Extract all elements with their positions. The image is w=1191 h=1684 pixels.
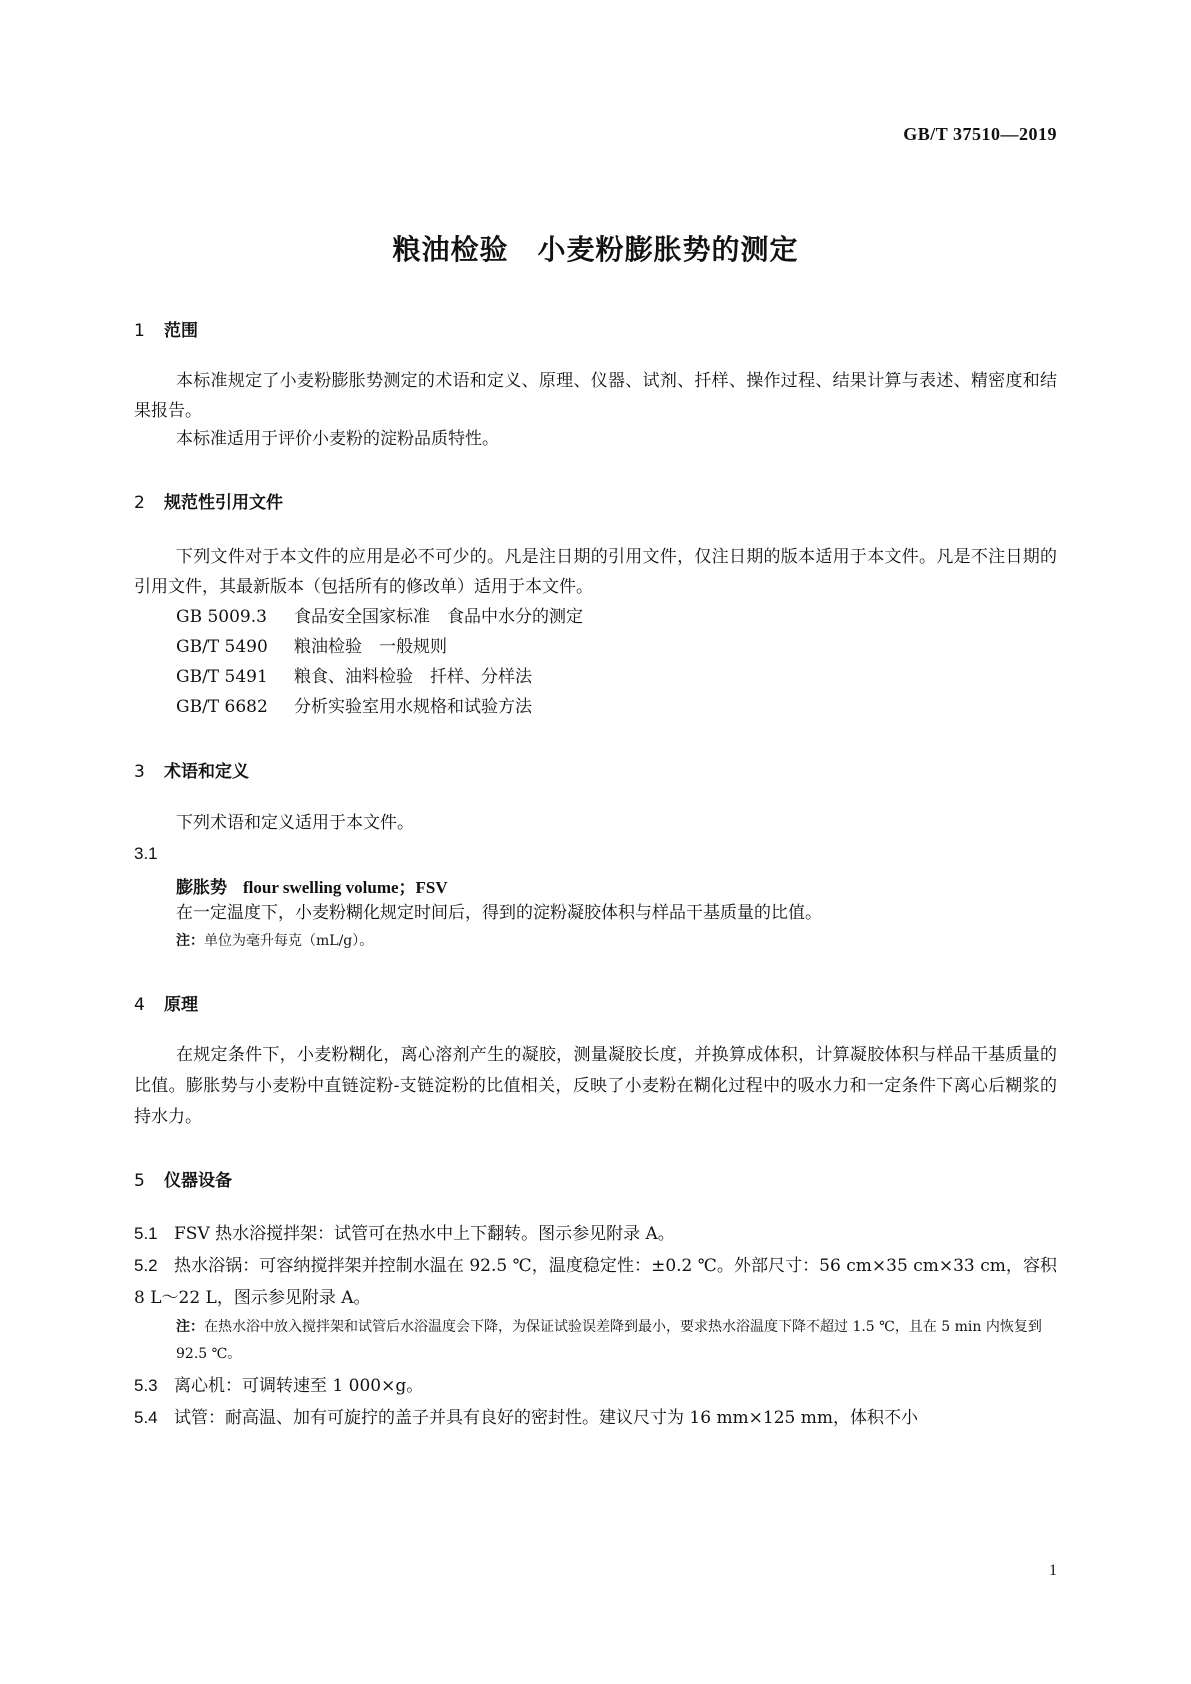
reference-code: GB/T 5490 xyxy=(176,637,268,657)
section-heading-5 xyxy=(134,1166,232,1191)
note-label: 注： xyxy=(176,1319,204,1335)
clause-5-2 xyxy=(134,1250,1057,1314)
paragraph: 本标准规定了小麦粉膨胀势测定的术语和定义、原理、仪器、试剂、扦样、操作过程、结果计算与表述、精密度和结果报告。 xyxy=(134,371,1057,421)
term-en: flour swelling volume；FSV xyxy=(243,878,448,897)
clause-5-4 xyxy=(134,1402,1057,1434)
clause-text: 试管：耐高温、加有可旋拧的盖子并具有良好的密封性。建议尺寸为 16 mm×125 mm，体积不小 xyxy=(174,1408,919,1428)
paragraph: 下列术语和定义适用于本文件。 xyxy=(176,813,414,833)
section-heading-3 xyxy=(134,757,249,782)
section-number: 1 xyxy=(134,321,145,341)
clause-text: 热水浴锅：可容纳搅拌架并控制水温在 92.5 ℃，温度稳定性：±0.2 ℃。外部尺寸：56 cm×35 cm×33 cm，容积 8 L～22 L，图示参见附录 A。 xyxy=(134,1256,1057,1308)
section-title: 规范性引用文件 xyxy=(164,493,283,513)
paragraph: 下列文件对于本文件的应用是必不可少的。凡是注日期的引用文件，仅注日期的版本适用于本文件。凡是不注日期的引用文件，其最新版本（包括所有的修改单）适用于本文件。 xyxy=(134,547,1057,597)
paragraph: 在规定条件下，小麦粉糊化，离心溶剂产生的凝胶，测量凝胶长度，并换算成体积，计算凝胶体积与样品干基质量的比值。膨胀势与小麦粉中直链淀粉-支链淀粉的比值相关，反映了小麦粉在糊化过程中的吸水力和一定条件下离心后糊浆的持水力。 xyxy=(134,1045,1057,1127)
term-zh: 膨胀势 xyxy=(176,878,227,898)
section-number: 2 xyxy=(134,493,145,513)
reference-item xyxy=(176,602,583,632)
clause-text: FSV 热水浴搅拌架：试管可在热水中上下翻转。图示参见附录 A。 xyxy=(174,1224,675,1244)
reference-title: 分析实验室用水规格和试验方法 xyxy=(294,697,532,717)
section-title: 仪器设备 xyxy=(164,1171,232,1191)
reference-item xyxy=(176,692,532,722)
note-text: 单位为毫升每克（mL/g）。 xyxy=(204,933,374,949)
section-heading-2 xyxy=(134,488,283,513)
clause-text: 离心机：可调转速至 1 000×g。 xyxy=(174,1376,424,1396)
reference-title: 粮油检验 一般规则 xyxy=(294,637,447,657)
note-label: 注： xyxy=(176,933,204,949)
section-number: 4 xyxy=(134,995,145,1015)
clause-number: 5.2 xyxy=(134,1256,158,1275)
paragraph: 本标准适用于评价小麦粉的淀粉品质特性。 xyxy=(176,429,499,449)
section-number: 5 xyxy=(134,1171,145,1191)
section-title: 原理 xyxy=(164,995,198,1015)
reference-item xyxy=(176,662,532,692)
reference-code: GB/T 6682 xyxy=(176,697,268,717)
note-text: 在热水浴中放入搅拌架和试管后水浴温度会下降，为保证试验误差降到最小，要求热水浴温度下降不超过 1.5 ℃，且在 5 min 内恢复到 92.5 ℃。 xyxy=(176,1319,1042,1362)
reference-title: 粮食、油料检验 扦样、分样法 xyxy=(294,667,532,687)
clause-note xyxy=(176,1314,1056,1368)
term-note xyxy=(176,928,373,955)
clause-5-1 xyxy=(134,1218,1057,1250)
reference-code: GB 5009.3 xyxy=(176,607,267,627)
page-number: 1 xyxy=(1049,1562,1057,1579)
clause-number: 5.4 xyxy=(134,1408,158,1427)
clause-number: 5.3 xyxy=(134,1376,158,1395)
term-definition: 在一定温度下，小麦粉糊化规定时间后，得到的淀粉凝胶体积与样品干基质量的比值。 xyxy=(176,903,822,923)
section-heading-4 xyxy=(134,990,198,1015)
section-heading-1 xyxy=(134,316,198,341)
clause-5-3 xyxy=(134,1370,1057,1402)
section-title: 术语和定义 xyxy=(164,762,249,782)
section-number: 3 xyxy=(134,762,145,782)
reference-item xyxy=(176,632,447,662)
document-title: 粮油检验 小麦粉膨胀势的测定 xyxy=(392,233,799,266)
reference-code: GB/T 5491 xyxy=(176,667,268,687)
section-title: 范围 xyxy=(164,321,198,341)
term-entry xyxy=(176,873,448,898)
reference-title: 食品安全国家标准 食品中水分的测定 xyxy=(294,607,583,627)
standard-code: GB/T 37510—2019 xyxy=(903,124,1057,144)
clause-number: 5.1 xyxy=(134,1224,158,1243)
term-number: 3.1 xyxy=(134,844,158,863)
